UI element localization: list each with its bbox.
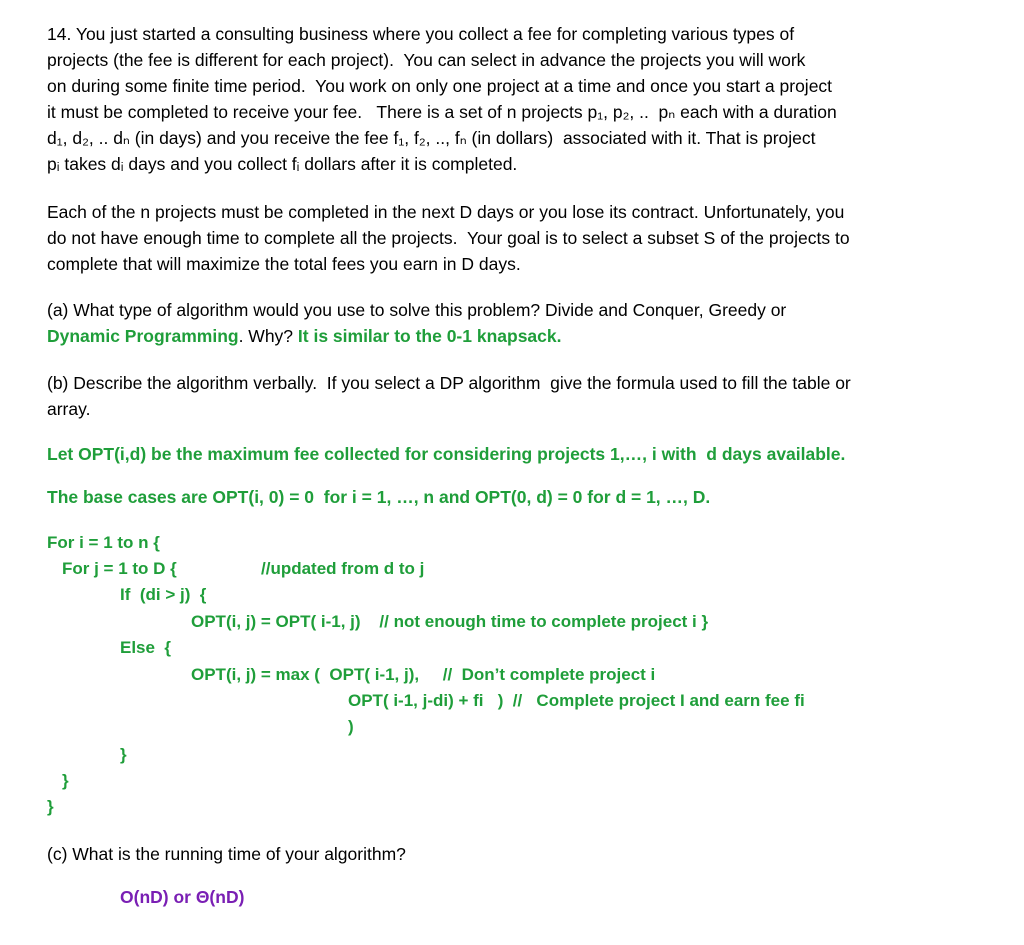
part-a-answer-line — [47, 325, 561, 347]
question-p2-line-3: complete that will maximize the total fees you earn in D days. — [47, 254, 521, 274]
code-line-opt-not-enough: OPT(i, j) = OPT( i-1, j) // not enough time to complete project i } — [191, 612, 709, 631]
part-c-question: (c) What is the running time of your algorithm? — [47, 844, 406, 864]
question-p2-line-2: do not have enough time to complete all the projects. Your goal is to select a subset S of the projects to — [47, 228, 850, 248]
part-b-question-line-1: (b) Describe the algorithm verbally. If you select a DP algorithm give the formula used to fill the table or — [47, 373, 851, 393]
code-line-opt-max: OPT(i, j) = max ( OPT( i-1, j), // Don’t complete project i — [191, 665, 656, 684]
code-line-close-for-j: } — [62, 771, 69, 790]
code-comment-updated: //updated from d to j — [261, 559, 425, 578]
question-line-3: on during some finite time period. You work on only one project at a time and once you start a project — [47, 76, 833, 96]
part-a-answer-type: Dynamic Programming — [47, 326, 239, 346]
code-line-if: If (di > j) { — [120, 585, 207, 604]
question-line-1: 14. You just started a consulting business where you collect a fee for completing various types of — [47, 24, 795, 44]
code-line-opt-complete: OPT( i-1, j-di) + fi ) // Complete project I and earn fee fi — [348, 691, 805, 710]
code-line-for-j: For j = 1 to D { — [62, 559, 177, 578]
question-p2-line-1: Each of the n projects must be completed in the next D days or you lose its contract. Unfortunately, you — [47, 202, 845, 222]
part-a-answer-reason: It is similar to the 0-1 knapsack. — [297, 326, 562, 346]
part-a-question: (a) What type of algorithm would you use to solve this problem? Divide and Conquer, Greedy or — [47, 300, 787, 320]
code-line-close-paren: ) — [348, 717, 354, 736]
question-line-6: pᵢ takes dᵢ days and you collect fᵢ dollars after it is completed. — [47, 154, 518, 174]
code-line-for-i: For i = 1 to n { — [47, 533, 160, 552]
question-line-2: projects (the fee is different for each project). You can select in advance the projects you will work — [47, 50, 806, 70]
question-line-4: it must be completed to receive your fee. There is a set of n projects p₁, p₂, .. pₙ each with a duration — [47, 102, 837, 122]
part-c-answer: O(nD) or Θ(nD) — [120, 887, 245, 907]
part-b-question-line-2: array. — [47, 399, 91, 419]
code-line-close-else: } — [120, 745, 127, 764]
part-b-answer-base-cases: The base cases are OPT(i, 0) = 0 for i = 1, …, n and OPT(0, d) = 0 for d = 1, …, D. — [47, 487, 711, 507]
question-line-5: d₁, d₂, .. dₙ (in days) and you receive the fee f₁, f₂, .., fₙ (in dollars) associated with it. That is project — [47, 128, 816, 148]
part-b-answer-definition: Let OPT(i,d) be the maximum fee collected for considering projects 1,…, i with d days available. — [47, 444, 846, 464]
code-line-else: Else { — [120, 638, 172, 657]
code-line-close-for-i: } — [47, 797, 54, 816]
part-a-why-label: . Why? — [238, 326, 298, 346]
